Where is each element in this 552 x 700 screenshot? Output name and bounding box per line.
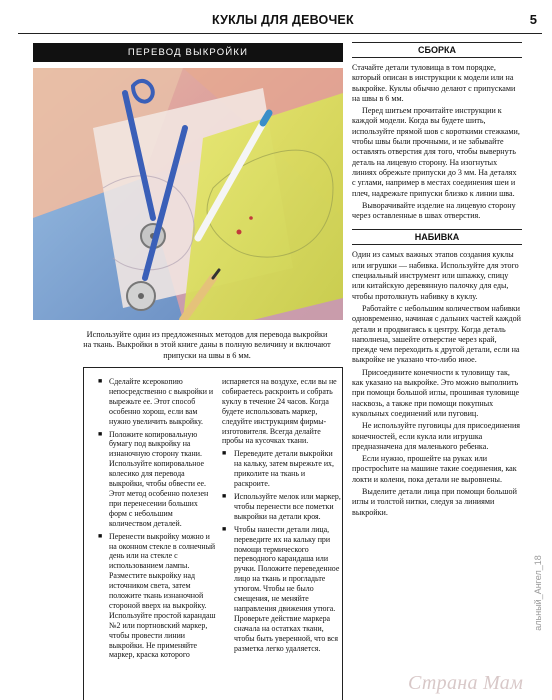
bullet-square-icon: ■ xyxy=(222,524,227,533)
tip-item xyxy=(222,525,342,654)
tip-item xyxy=(98,430,216,529)
tip-text: Чтобы нанести детали лица, переведите их на кальку при помощи термического переводного карандаша или ручки. Положите переведенное лицо на ткань и прогладьте утюгом. Чтобы не было смещения, не меняйте направления движения утюга. Проверьте действие маркера сначала на остатках ткани, чтобы быть уверенной, что вся разметка легко удаляется. xyxy=(234,524,340,653)
watermark-side xyxy=(530,500,546,685)
pattern-transfer-photo xyxy=(33,68,343,320)
photo-caption: Используйте один из предложенных методов для перевода выкройки на ткань. Выкройки в этой книге даны в полную величину и включают припуски на швы в 6 мм. xyxy=(83,330,331,360)
stuffing-paragraph: Работайте с небольшим количеством набивки одновременно, начиная с дальних частей каждой детали и продвигаясь к центру. Когда деталь наполнена, зашейте отверстие через край, прежде чем переходить к другой детали, если на выкройке не указано что-либо иное. xyxy=(352,303,522,365)
bullet-square-icon: ■ xyxy=(222,449,227,458)
section-banner: ПЕРЕВОД ВЫКРОЙКИ xyxy=(33,43,343,62)
instructions-column xyxy=(352,42,522,520)
tips-right-column xyxy=(222,377,342,656)
assembly-heading: СБОРКА xyxy=(352,42,522,58)
watermark-side-text: альный_Ангел_18 xyxy=(533,554,543,631)
tip-text: Используйте мелок или маркер, чтобы перенести все пометки выкройки на детали кроя. xyxy=(234,491,341,521)
page-header xyxy=(0,0,552,36)
tip-item xyxy=(222,492,342,522)
page-title: КУКЛЫ ДЛЯ ДЕВОЧЕК xyxy=(212,13,354,27)
stuffing-heading: НАБИВКА xyxy=(352,229,522,245)
tip-text: Положите копировальную бумагу под выкройку на изнаночную сторону ткани. Используйте копировальное колесико для перевода выкройки, чтобы обвести ее. Этот метод особенно полезен при перенесении больших форм с небольшим количеством деталей. xyxy=(109,429,209,528)
tip-text: Перенести выкройку можно и на оконном стекле в солнечный день или на стекле с использованием лампы. Разместите выкройку над источником света, затем положите ткань изнаночной стороной вверх на выкройку. Используйте простой карандаш №2 или портновский маркер, чтобы провести линии выкройки. Не применяйте маркер, краска которого xyxy=(109,531,216,660)
tips-left-column xyxy=(98,377,216,663)
stuffing-paragraph: Один из самых важных этапов создания куклы или игрушки — набивка. Используйте для этого специальный инструмент или шпажку, спицу или китайскую деревянную палочку для еды, чтобы протолкнуть набивку в куклу. xyxy=(352,250,519,301)
bullet-square-icon: ■ xyxy=(98,531,103,540)
assembly-paragraph: Выворачивайте изделие на лицевую сторону через оставленные в швах отверстия. xyxy=(352,200,516,221)
tip-item xyxy=(98,532,216,661)
tip-text: Сделайте ксерокопию непосредственно с выкройки и вырежьте ее. Этот способ особенно хорош, если вам нужно увеличить выкройку. xyxy=(109,377,214,426)
tip-continuation: испаряется на воздухе, если вы не собираетесь раскроить и собрать куклу в течение 24 часов. Когда будете использовать маркер, следуйте инструкциям фирмы-изготовителя. Всегда делайте пробы на кусочках ткани. xyxy=(222,377,337,446)
assembly-paragraph: Перед шитьем прочитайте инструкции к каждой модели. Когда вы будете шить, используйте прямой шов с короткими стежками, чтобы швы были прочными, и не забывайте оставлять отверстия для того, чтобы вывернуть деталь на лицевую сторону. На изогнутых линиях обрежьте припуски до 3 мм. На деталях с углами, например в местах соединения шеи и плеч, надрежьте припуски близко к линии шва. xyxy=(352,106,520,198)
stuffing-paragraph: Если нужно, прошейте на руках или простроchите на машине такие соединения, как локти и колени, пока детали не выровнены. xyxy=(352,454,517,484)
watermark-logo: Страна Мам xyxy=(408,672,524,694)
tip-item xyxy=(98,377,216,427)
photo-illustration xyxy=(33,68,343,320)
bullet-square-icon: ■ xyxy=(98,377,103,385)
bullet-square-icon: ■ xyxy=(98,429,103,438)
page-number: 5 xyxy=(529,12,537,27)
header-divider xyxy=(18,33,542,34)
bullet-square-icon: ■ xyxy=(222,491,227,500)
tip-text: Переведите детали выкройки на кальку, затем вырежьте их, приколите на ткань и раскроите. xyxy=(234,449,334,489)
tip-item xyxy=(222,449,342,489)
stuffing-paragraph: Присоедините конечности к туловищу так, как указано на выкройке. Это можно выполнить при помощи большой иглы, прошивая туловище насквозь, а также при помощи покупных кукольных соединений или пуговиц. xyxy=(352,367,520,418)
assembly-paragraph: Стачайте детали туловища в том порядке, который описан в инструкции к модели или на выкройке. Куклы обычно делают с припусками на швы в 6 мм. xyxy=(352,63,516,103)
stuffing-paragraph: Не используйте пуговицы для присоединения конечностей, если кукла или игрушка предназначена для маленького ребенка. xyxy=(352,421,521,451)
stuffing-paragraph: Выделите детали лица при помощи большой иглы и толстой нитки, следуя за линиями выкройки. xyxy=(352,486,517,517)
